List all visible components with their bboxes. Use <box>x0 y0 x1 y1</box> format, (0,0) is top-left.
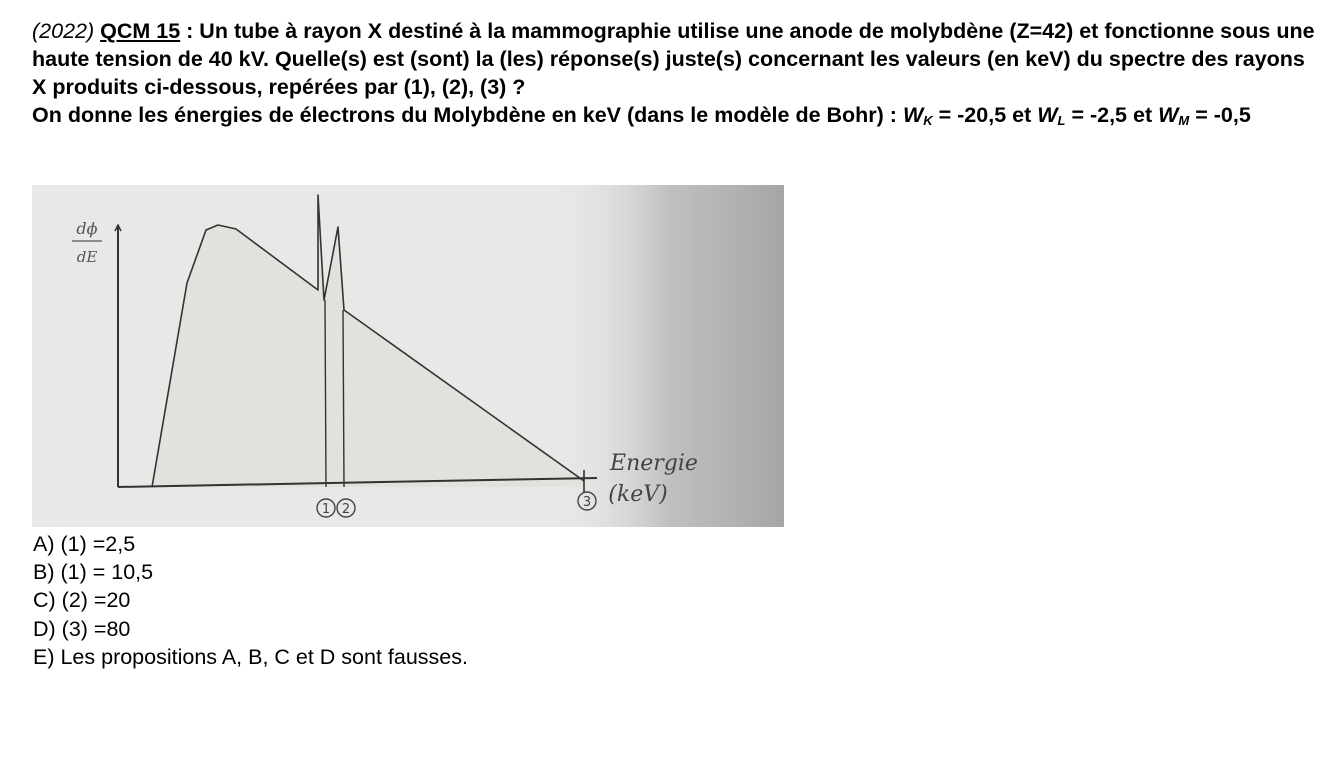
wm-subscript: M <box>1178 113 1190 128</box>
xray-spectrum-drawing <box>32 185 784 527</box>
question-year: (2022) <box>32 19 95 43</box>
question-number: QCM 15 <box>100 19 181 43</box>
question-text <box>32 17 1322 129</box>
wk-subscript: K <box>923 113 933 128</box>
answer-b: B) (1) = 10,5 <box>33 560 154 585</box>
answer-d: D) (3) =80 <box>33 616 131 641</box>
answer-a: A) (1) =2,5 <box>33 532 136 556</box>
answer-list <box>33 530 468 671</box>
xray-spectrum-figure <box>32 185 784 527</box>
question-given-energies: On donne les énergies de électrons du Molybdène en keV (dans le modèle de Bohr) : <box>32 103 903 127</box>
wl-value: = -2,5 et <box>1065 103 1159 127</box>
wl-subscript: L <box>1057 113 1066 128</box>
x-label-line2: (keV) <box>608 482 668 507</box>
marker-1-label: 1 <box>321 502 331 517</box>
wk-symbol: W <box>902 103 924 127</box>
marker-2-label: 2 <box>341 502 351 517</box>
marker-3-label: 3 <box>582 495 592 510</box>
wm-symbol: W <box>1158 103 1179 127</box>
answer-e: E) Les propositions A, B, C et D sont fausses. <box>33 644 468 669</box>
y-label-top: dϕ <box>76 219 98 238</box>
y-label-bottom: dE <box>76 248 98 266</box>
wl-symbol: W <box>1037 103 1058 127</box>
question-statement: : Un tube à rayon X destiné à la mammographie utilise une anode de molybdène (Z=42) et fonctionne sous une haute tension de 40 kV. Quelle(s) est (sont) la (les) réponse(s) juste(s) concernant les valeurs (en keV) du spectre des rayons X produits ci-dessous, repérées par (1), (2), (3) ? <box>32 19 1315 99</box>
x-label-line1: Energie <box>610 451 698 476</box>
answer-c: C) (2) =20 <box>33 588 131 613</box>
wm-value: = -0,5 <box>1189 103 1251 127</box>
wk-value: = -20,5 et <box>932 103 1038 127</box>
